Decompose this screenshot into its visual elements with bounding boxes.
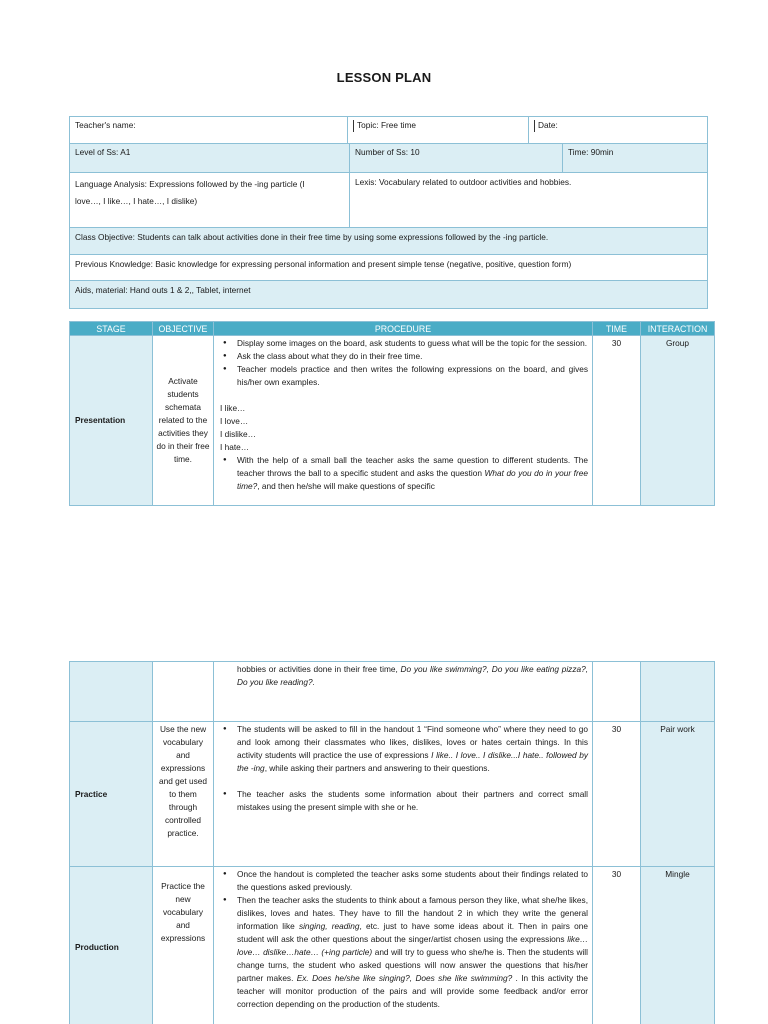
- presentation-step-1: ● Display some images on the board, ask students to guess what will be the topic for the session.: [220, 337, 588, 350]
- teacher-name-cell: Teacher's name:: [70, 117, 348, 143]
- production-stage: Production: [70, 867, 153, 1024]
- expression-like: I like…: [220, 403, 246, 413]
- production-step-1: ● Once the handout is completed the teacher asks some students about their findings related to the questions asked previously.: [220, 868, 588, 894]
- presentation-row: [70, 336, 715, 506]
- procedure-table-page-2: [69, 661, 715, 1024]
- time-total-cell: Time: 90min: [568, 147, 614, 157]
- level-cell: Level of Ss: A1: [70, 144, 350, 172]
- header-interaction: INTERACTION: [641, 322, 715, 336]
- expression-dislike: I dislike…: [220, 429, 256, 439]
- production-step-2-expressions: like… love… dislike…hate… (+ing particle): [237, 934, 588, 957]
- continuation-text-a: hobbies or activities done in their free time,: [237, 664, 401, 674]
- production-step-2-text-b: , etc. just to have some ideas about it. Then in pairs one student will ask the other questions about the singer/artist chosen using the expressions: [237, 921, 588, 944]
- header-stage: STAGE: [70, 322, 153, 336]
- practice-interaction: Pair work: [641, 722, 715, 867]
- info-row-level: [70, 144, 707, 173]
- page-title: LESSON PLAN: [336, 70, 432, 85]
- continuation-row: [70, 662, 715, 722]
- production-time: 30: [593, 867, 641, 1024]
- header-time: TIME: [593, 322, 641, 336]
- info-row-objective: [70, 228, 707, 255]
- production-step-2-text-d: . In this activity the teacher will monitor production of the pairs and will provide some feedback and/or error correction depending on the production of the students.: [237, 973, 588, 1009]
- continuation-text: [220, 663, 588, 689]
- practice-step-1-text-a: The students will be asked to fill in the handout 1 “Find someone who” where they need to go and look among their classmates who likes, dislikes, loves or hates certain things. In this activity students will practice the use of expressions: [237, 724, 588, 760]
- production-interaction: Mingle: [641, 867, 715, 1024]
- date-cell: [529, 117, 707, 143]
- text-cursor-icon: [534, 120, 535, 132]
- presentation-objective: Activate students schemata related to the activities they do in their free time.: [153, 336, 214, 506]
- production-step-2-examples: singing, reading: [298, 921, 360, 931]
- presentation-interaction: Group: [641, 336, 715, 506]
- continuation-interaction-blank: [641, 662, 715, 722]
- language-analysis-line1: Language Analysis: Expressions followed by the -ing particle (I: [75, 179, 305, 189]
- continuation-questions: Do you like swimming?, Do you like eating pizza?, Do you like reading?.: [237, 664, 588, 687]
- presentation-time: 30: [593, 336, 641, 506]
- practice-stage: Practice: [70, 722, 153, 867]
- step-4-text-b: , and then he/she will make questions of specific: [257, 481, 435, 491]
- continuation-objective-blank: [153, 662, 214, 722]
- continuation-stage-blank: [70, 662, 153, 722]
- production-step-2-example-questions: Ex. Does he/she like singing?, Does she like swimming?: [296, 973, 513, 983]
- expression-love: I love…: [220, 416, 249, 426]
- presentation-step-4: [220, 454, 588, 493]
- production-row: [70, 867, 715, 1024]
- practice-step-1-expressions: I like.. I love.. I dislike...I hate.. followed by the -ing: [237, 750, 588, 773]
- continuation-time-blank: [593, 662, 641, 722]
- step-4-question: What do you do in your free time?: [237, 468, 588, 491]
- info-row-previous: [70, 255, 707, 281]
- practice-time: 30: [593, 722, 641, 867]
- production-step-2-text-a: Then the teacher asks the students to think about a famous person they like, what she/he likes, dislikes, loves and hates. They have to fill the handout 2 in which they write the general information like: [237, 895, 588, 931]
- info-row-teacher: [70, 117, 707, 144]
- production-objective: Practice the new vocabulary and expressions: [153, 867, 214, 1024]
- lexis-cell: Lexis: Vocabulary related to outdoor activities and hobbies.: [355, 177, 572, 187]
- production-step-2: [220, 894, 588, 1011]
- procedure-header-row: [70, 322, 715, 336]
- language-analysis-cell: [70, 173, 350, 227]
- expression-hate: I hate…: [220, 442, 250, 452]
- info-row-language: [70, 173, 707, 228]
- info-row-aids: [70, 281, 707, 308]
- presentation-stage: Presentation: [70, 336, 153, 506]
- header-objective: OBJECTIVE: [153, 322, 214, 336]
- presentation-step-2: ● Ask the class about what they do in their free time.: [220, 350, 588, 363]
- header-procedure: PROCEDURE: [214, 322, 593, 336]
- number-cell: Number of Ss: 10: [350, 144, 563, 172]
- date-text: Date:: [538, 120, 558, 130]
- production-step-2-text-c: and will try to guess who she/he is. Then the students will change turns, the student who asked questions will now answer the questions that his/her partner makes.: [237, 947, 588, 983]
- practice-step-2: ● The teacher asks the students some information about their partners and correct small mistakes using the present simple with she or he.: [220, 788, 588, 814]
- continuation-procedure: [214, 662, 593, 722]
- procedure-table-page-1: [69, 321, 715, 506]
- class-objective-cell: Class Objective: Students can talk about activities done in their free time by using some expressions followed by the -ing particle.: [75, 232, 549, 242]
- lesson-info-table: [69, 116, 708, 309]
- practice-procedure: [214, 722, 593, 867]
- production-procedure: [214, 867, 593, 1024]
- practice-step-1-text-b: , while asking their partners and answering to their questions.: [264, 763, 490, 773]
- language-analysis-line2: love…, I like…, I hate…, I dislike): [75, 196, 198, 206]
- practice-objective: Use the new vocabulary and expressions and get used to them through controlled practice.: [153, 722, 214, 867]
- step-4-text-a: With the help of a small ball the teacher asks the same question to different students. The teacher throws the ball to a specific student and asks the question: [237, 455, 588, 478]
- presentation-step-3: ● Teacher models practice and then writes the following expressions on the board, and gives his/her own examples.: [220, 363, 588, 389]
- topic-cell: [348, 117, 529, 143]
- presentation-procedure: [214, 336, 593, 506]
- topic-text: Topic: Free time: [357, 120, 417, 130]
- practice-row: [70, 722, 715, 867]
- text-cursor-icon: [353, 120, 354, 132]
- previous-knowledge-cell: Previous Knowledge: Basic knowledge for expressing personal information and present simple tense (negative, positive, question form): [75, 259, 572, 269]
- aids-material-cell: Aids, material: Hand outs 1 & 2,, Tablet, internet: [75, 285, 251, 295]
- practice-step-1: [220, 723, 588, 775]
